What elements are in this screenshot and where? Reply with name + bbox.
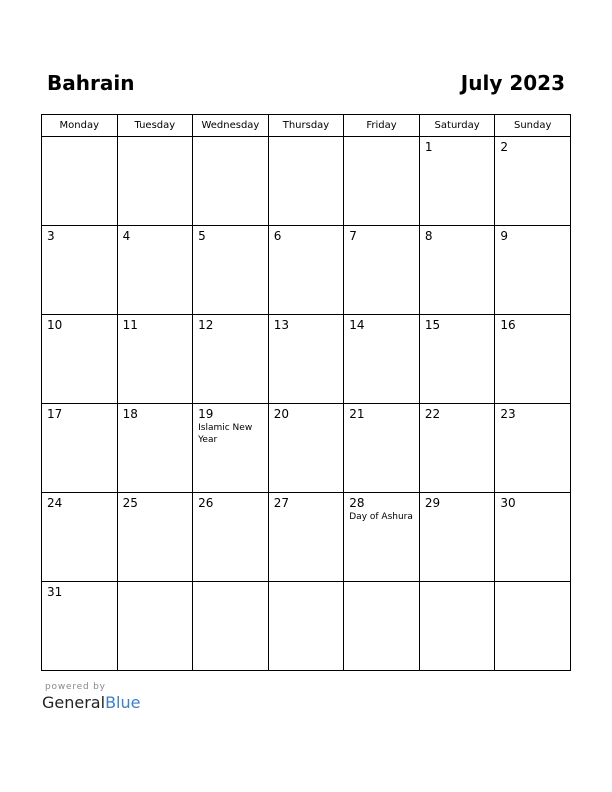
day-cell: [193, 493, 269, 582]
day-cell: [42, 404, 118, 493]
day-number: 9: [500, 229, 509, 243]
day-cell: [117, 315, 193, 404]
weekday-header: Sunday: [495, 115, 571, 137]
day-cell: [344, 315, 420, 404]
day-number: 7: [349, 229, 357, 243]
month-year-title: July 2023: [460, 71, 565, 95]
day-cell: [268, 226, 344, 315]
day-cell: [344, 137, 420, 226]
day-cell: [117, 582, 193, 671]
weekday-header: Monday: [42, 115, 118, 137]
day-cell: [419, 404, 495, 493]
day-number: 21: [349, 407, 365, 421]
brand-name-part2: Blue: [105, 693, 141, 712]
day-cell: [117, 404, 193, 493]
day-number: 6: [273, 229, 282, 243]
weekday-header-row: [42, 115, 571, 137]
country-title: Bahrain: [47, 71, 135, 95]
holiday-label: Islamic New Year: [198, 423, 253, 445]
day-number: 24: [47, 496, 63, 510]
weekday-header: Saturday: [419, 115, 495, 137]
day-cell: [42, 315, 118, 404]
day-number: 27: [273, 496, 289, 510]
day-number: 22: [424, 407, 441, 421]
day-number: 19: [198, 407, 214, 421]
day-cell: [344, 493, 420, 582]
day-number: 5: [198, 229, 206, 243]
day-number: 1: [424, 140, 433, 154]
day-number: 8: [424, 229, 433, 243]
weekday-header: Friday: [344, 115, 420, 137]
day-cell: [495, 404, 571, 493]
weekday-header: Wednesday: [193, 115, 269, 137]
day-cell: [268, 404, 344, 493]
day-cell: [117, 137, 193, 226]
calendar-grid: [41, 114, 571, 671]
day-cell: [193, 137, 269, 226]
week-row: [42, 137, 571, 226]
day-number: 18: [122, 407, 138, 421]
week-row: [42, 404, 571, 493]
brand-logo[interactable]: [42, 693, 140, 713]
week-row: [42, 315, 571, 404]
day-cell: [268, 582, 344, 671]
day-number: 23: [500, 407, 516, 421]
day-number: 30: [500, 496, 516, 510]
day-number: 2: [500, 140, 509, 154]
brand-name-part1: General: [42, 693, 106, 712]
day-number: 25: [122, 496, 138, 510]
week-row: [42, 226, 571, 315]
day-cell: [344, 226, 420, 315]
day-cell: [193, 226, 269, 315]
weekday-header: Thursday: [268, 115, 344, 137]
day-cell: [419, 493, 495, 582]
week-row: [42, 582, 571, 671]
day-cell: [117, 493, 193, 582]
day-cell: [42, 226, 118, 315]
day-number: 11: [122, 318, 138, 332]
day-cell: [193, 582, 269, 671]
day-cell: [495, 582, 571, 671]
day-number: 4: [122, 229, 131, 243]
weekday-header: Tuesday: [117, 115, 193, 137]
day-number: 12: [198, 318, 214, 332]
day-number: 28: [349, 496, 365, 510]
day-cell: [42, 582, 118, 671]
day-cell: [419, 137, 495, 226]
day-cell: [344, 404, 420, 493]
day-number: 17: [47, 407, 63, 421]
day-number: 14: [349, 318, 365, 332]
day-number: 13: [273, 318, 289, 332]
holiday-label: Day of Ashura: [349, 512, 413, 522]
day-cell: [419, 226, 495, 315]
day-cell: [495, 315, 571, 404]
day-cell: [268, 137, 344, 226]
day-number: 26: [198, 496, 214, 510]
day-cell: [419, 582, 495, 671]
powered-by-text: powered by: [45, 682, 106, 692]
day-cell: [268, 493, 344, 582]
day-cell: [42, 137, 118, 226]
day-number: 20: [273, 407, 289, 421]
day-cell: [42, 493, 118, 582]
week-row: [42, 493, 571, 582]
day-cell: [268, 315, 344, 404]
day-number: 10: [47, 318, 63, 332]
day-cell: [495, 137, 571, 226]
day-cell: [117, 226, 193, 315]
day-number: 16: [500, 318, 516, 332]
day-cell: [419, 315, 495, 404]
day-cell: [193, 315, 269, 404]
day-number: 29: [424, 496, 441, 510]
day-number: 31: [47, 585, 63, 599]
day-number: 3: [47, 229, 55, 243]
day-cell: [344, 582, 420, 671]
day-cell: [495, 493, 571, 582]
day-cell: [495, 226, 571, 315]
day-cell: [193, 404, 269, 493]
day-number: 15: [424, 318, 441, 332]
